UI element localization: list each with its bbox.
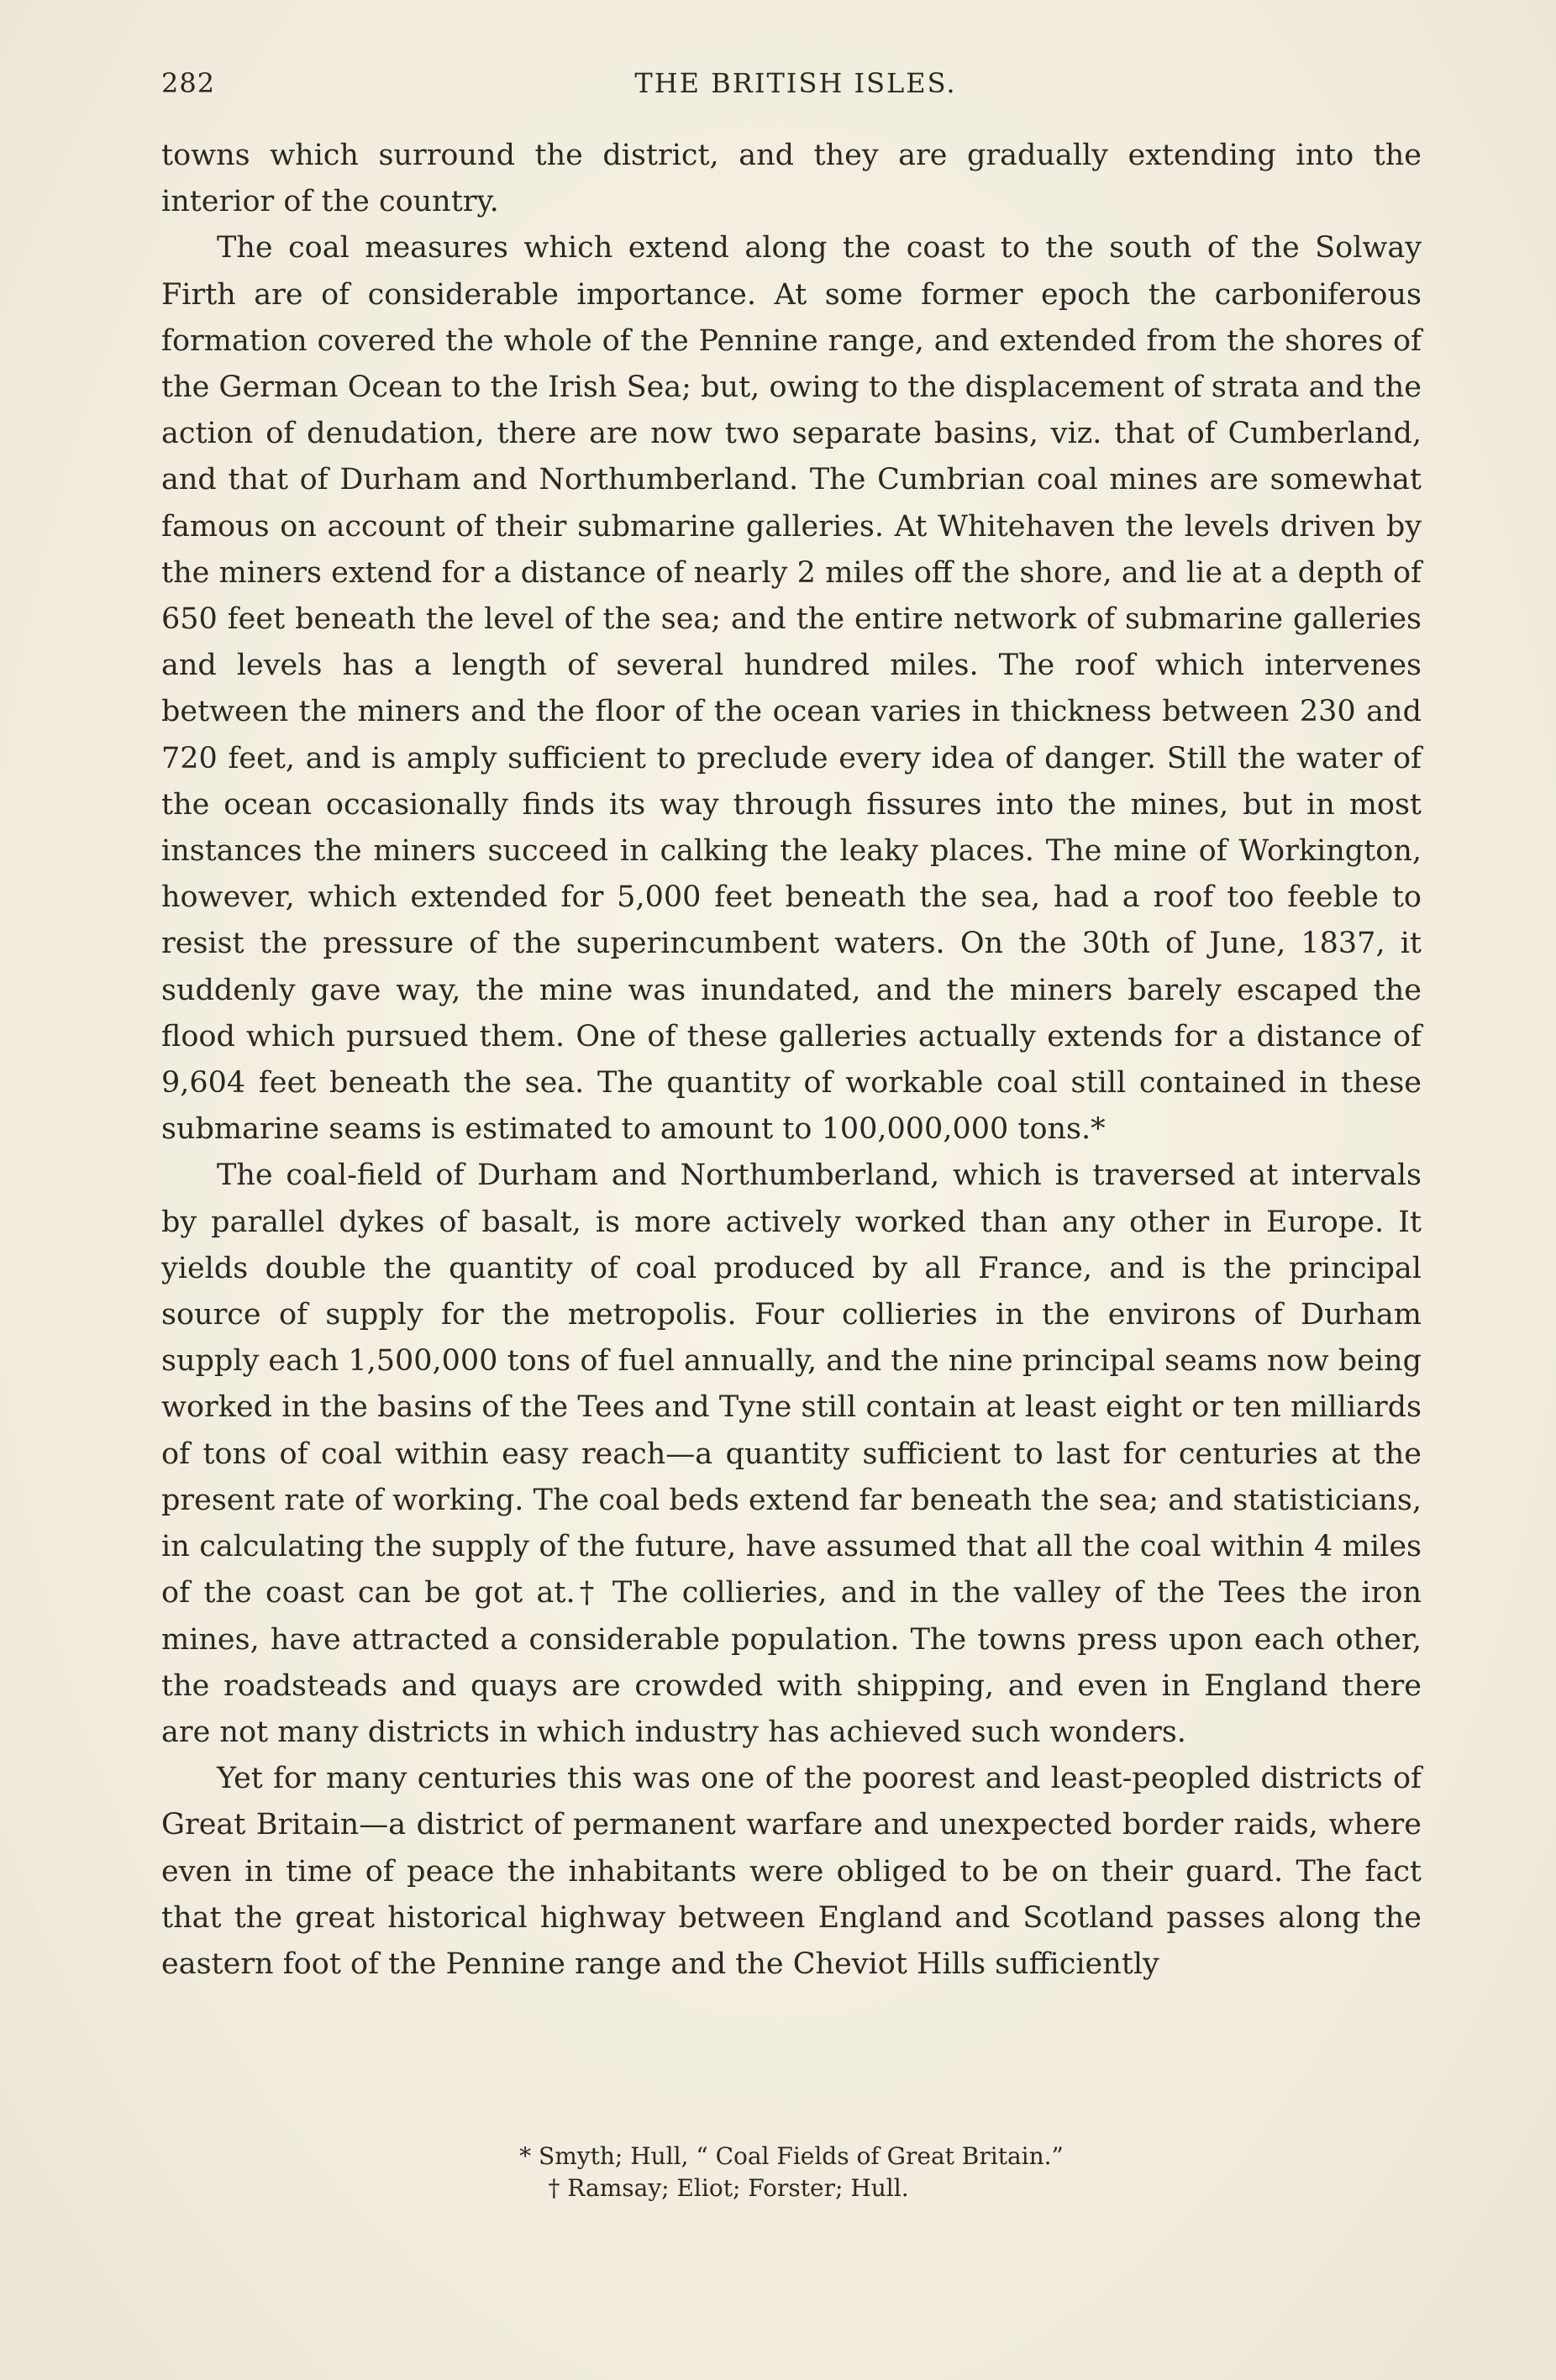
running-head	[161, 67, 1430, 109]
paragraph-history: Yet for many centuries this was one of the poorest and least-peopled districts of Great Britain—a district of permanent warfare and unexpected border raids, where even in time of peace the inhabitants were obliged to be on their guard. The fact that the great historical highway between England and Scotland passes along the eastern foot of the Pennine range and the Cheviot Hills sufficiently	[161, 1762, 1422, 1981]
paragraph-continuation: towns which surround the district, and they are gradually extending into the interior of the country.	[161, 139, 1422, 219]
footnotes	[161, 2141, 1422, 2204]
footnote-asterisk: * Smyth; Hull, “ Coal Fields of Great Britain.”	[519, 2142, 1064, 2170]
running-title: THE BRITISH ISLES.	[634, 67, 957, 99]
footnote-dagger: † Ramsay; Eliot; Forster; Hull.	[548, 2174, 909, 2202]
paragraph-cumberland-coal: The coal measures which extend along the coast to the south of the Solway Firth are of considerable importance. At some former epoch the carboniferous formation covered the whole of the Pennine range, and extended from the shores of the German Ocean to the Irish Sea; but, owing to the displacement of strata and the action of denudation, there are now two separate basins, viz. that of Cumberland, and that of Durham and Northumberland. The Cumbrian coal mines are somewhat famous on account of their submarine galleries. At Whitehaven the levels driven by the miners extend for a distance of nearly 2 miles off the shore, and lie at a depth of 650 feet beneath the level of the sea; and the entire network of submarine galleries and levels has a length of several hundred miles. The roof which intervenes between the miners and the floor of the ocean varies in thickness between 230 and 720 feet, and is amply sufficient to preclude every idea of danger. Still the water of the ocean occasionally finds its way through fissures into the mines, but in most instances the miners succeed in calking the leaky places. The mine of Workington, however, which extended for 5,000 feet beneath the sea, had a roof too feeble to resist the pressure of the superincumbent waters. On the 30th of June, 1837, it suddenly gave way, the mine was inundated, and the miners barely escaped the flood which pursued them. One of these galleries actually extends for a distance of 9,604 feet beneath the sea. The quantity of workable coal still contained in these submarine seams is estimated to amount to 100,000,000 tons.*	[161, 231, 1422, 1147]
paragraph-durham-coal: The coal-field of Durham and Northumberland, which is traversed at intervals by parallel dykes of basalt, is more actively worked than any other in Europe. It yields double the quantity of coal produced by all France, and is the principal source of supply for the metropolis. Four collieries in the environs of Durham supply each 1,500,000 tons of fuel annually, and the nine principal seams now being worked in the basins of the Tees and Tyne still contain at least eight or ten milliards of tons of coal within easy reach—a quantity sufficient to last for centuries at the present rate of working. The coal beds extend far beneath the sea; and statisticians, in calculating the supply of the future, have assumed that all the coal within 4 miles of the coast can be got at.† The collieries, and in the valley of the Tees the iron mines, have attracted a considerable population. The towns press upon each other, the roadsteads and quays are crowded with shipping, and even in England there are not many districts in which industry has achieved such wonders.	[161, 1158, 1422, 1749]
body-text	[161, 133, 1422, 1988]
page-number: 282	[161, 67, 216, 99]
